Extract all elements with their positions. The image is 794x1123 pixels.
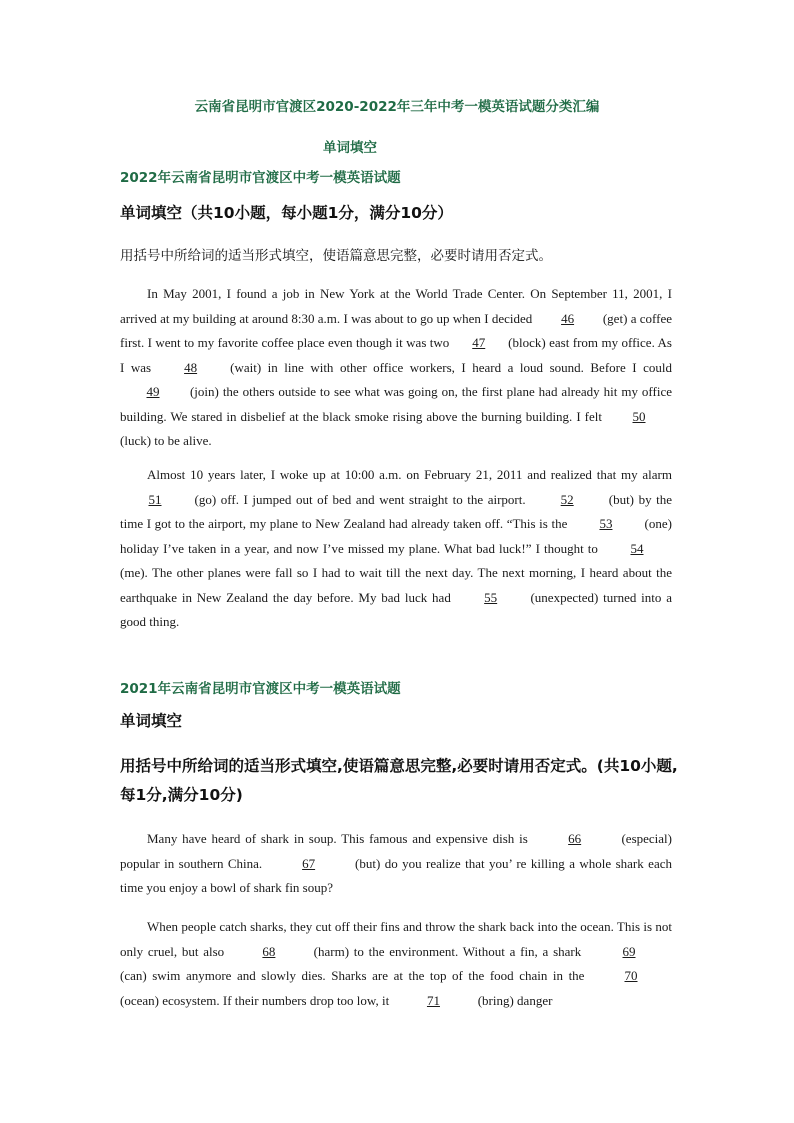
blank-52[interactable]: 52 (560, 491, 574, 507)
document-subtitle: 单词填空 (323, 140, 377, 156)
blank-46[interactable]: 46 (561, 310, 575, 326)
passage-2021-paragraph-1: Many have heard of shark in soup. This famous and expensive dish is 66 (especial) popular in southern China. 67 (but) do you realize that you’ re killing a whole shark each time you enjoy a bowl of shark fin soup? (120, 827, 672, 901)
blank-67[interactable]: 67 (302, 855, 316, 871)
passage-2022-paragraph-2: Almost 10 years later, I woke up at 10:00 a.m. on February 21, 2011 and realized that my alarm 51 (go) off. I jumped out of bed and went straight to the airport. 52 (but) by the time I got to the airport, my plane to New Zealand had already taken off. “This is the 53 (one) holiday I’ve taken in a year, and now I’ve missed my plane. What bad luck!” I thought to 54 (me). The other planes were fall so I had to wait till the next day. The next morning, I heard about the earthquake in New Zealand the day before. My bad luck had 55 (unexpected) turned into a good thing. (120, 467, 673, 629)
section-2021-instruction: 用括号中所给词的适当形式填空,使语篇意思完整,必要时请用否定式。(共10小题,每1分,满分10分) (120, 757, 678, 804)
blank-70[interactable]: 70 (624, 968, 638, 983)
blank-54[interactable]: 54 (630, 540, 644, 556)
blank-48[interactable]: 48 (184, 359, 198, 375)
blank-66[interactable]: 66 (568, 831, 582, 846)
passage-2021-paragraph-2: When people catch sharks, they cut off their fins and throw the shark back into the ocean. This is not only cruel, but also 68 (harm) to the environment. Without a fin, a shark 69 (can) swim anymore and slowly dies. Sharks are at the top of the food chain in the 70(ocean) ecosystem. If their numbers drop too low, it 71 (bring) danger (120, 915, 672, 1013)
blank-53[interactable]: 53 (599, 516, 613, 531)
blank-51[interactable]: 51 (148, 491, 162, 507)
document-title: 云南省昆明市官渡区2020-2022年三年中考一模英语试题分类汇编 (194, 99, 600, 115)
blank-68[interactable]: 68 (262, 943, 276, 959)
blank-69[interactable]: 69 (622, 943, 636, 959)
section-2022-label: 单词填空（共10小题，每小题1分，满分10分） (120, 204, 453, 222)
section-2021-heading: 2021年云南省昆明市官渡区中考一模英语试题 (120, 681, 401, 697)
blank-47[interactable]: 47 (472, 335, 486, 350)
passage-2022-paragraph-1: In May 2001, I found a job in New York at the World Trade Center. On September 11, 2001, I arrived at my building at around 8:30 a.m. I was about to go up when I decided 46 (get) a coffee first. I went to my favorite coffee place even though it was two 47 (block) east from my office. As I was 48 (wait) in line with other office workers, I heard a loud sound. Before I could 49 (join) the others outside to see what was going on, the first plane had already hit my office building. We stared in disbelief at the black smoke rising above the burning building. I felt 50 (luck) to be alive. (120, 286, 673, 448)
section-2022-heading: 2022年云南省昆明市官渡区中考一模英语试题 (120, 170, 401, 186)
blank-55[interactable]: 55 (484, 589, 498, 605)
blank-50[interactable]: 50 (632, 408, 646, 424)
blank-49[interactable]: 49 (146, 384, 160, 399)
blank-71[interactable]: 71 (426, 992, 440, 1008)
section-2021-label: 单词填空 (120, 712, 183, 730)
section-2022-instruction: 用括号中所给词的适当形式填空，使语篇意思完整，必要时请用否定式。 (120, 248, 552, 264)
